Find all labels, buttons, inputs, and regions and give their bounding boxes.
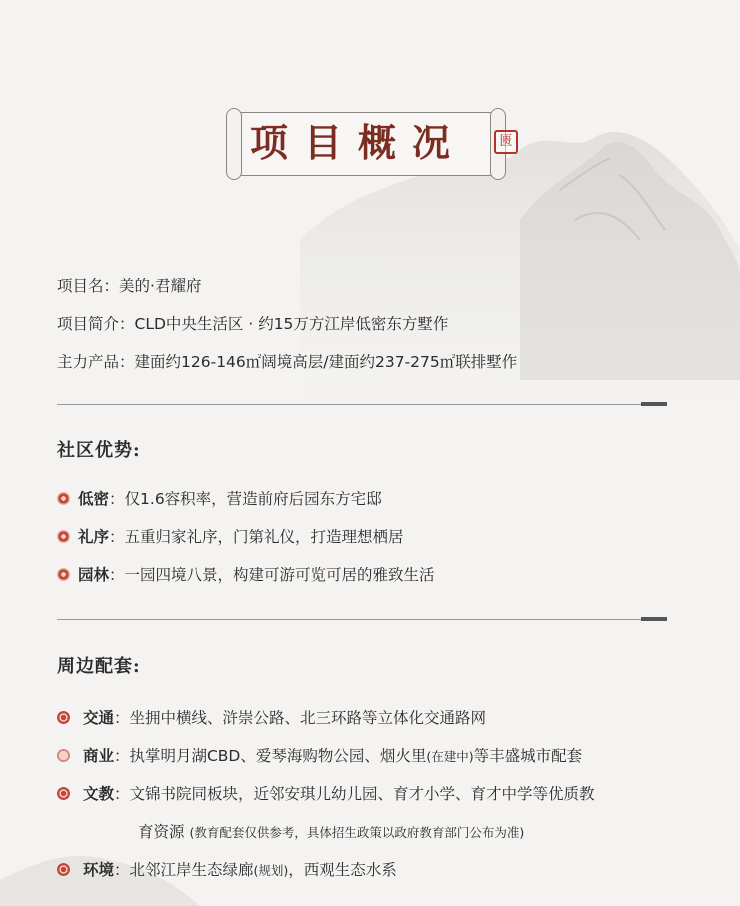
project-name-line	[57, 274, 201, 296]
scroll-roll-left	[226, 108, 242, 180]
flower-bullet-icon	[57, 530, 70, 543]
flower-bullet-icon	[57, 787, 70, 800]
item-label: 交通	[82, 709, 114, 727]
project-intro-label: 项目简介：	[57, 315, 135, 333]
community-heading: 社区优势:	[57, 440, 141, 461]
list-item: 礼序：五重归家礼序，门第礼仪，打造理想栖居	[57, 525, 404, 547]
list-item-environment: 环境：北邻江岸生态绿廊(规划)，西观生态水系	[57, 858, 397, 880]
item-label: 低密	[78, 490, 110, 508]
item-text: 执掌明月湖CBD、爱琴海购物公园、烟火里	[129, 747, 427, 765]
item-label: 礼序	[78, 528, 110, 546]
item-note: (在建中)	[426, 749, 474, 764]
item-text: 一园四境八景，构建可游可览可居的雅致生活	[124, 566, 435, 584]
item-text: 文锦书院同板块，近邻安琪儿幼儿园、育才小学、育才中学等优质教	[129, 785, 595, 803]
item-text: 仅1.6容积率，营造前府后园东方宅邸	[124, 490, 382, 508]
item-label: 商业	[82, 747, 114, 765]
divider-1	[57, 404, 667, 405]
project-product-label: 主力产品：	[57, 353, 135, 371]
project-name-label: 项目名：	[57, 277, 120, 295]
list-item-commerce: 商业：执掌明月湖CBD、爱琴海购物公园、烟火里(在建中)等丰盛城市配套	[57, 744, 582, 766]
list-item-traffic: 交通：坐拥中横线、浒崇公路、北三环路等立体化交通路网	[57, 706, 486, 728]
item-label: 园林	[78, 566, 110, 584]
list-item: 园林：一园四境八景，构建可游可览可居的雅致生活	[57, 563, 435, 585]
item-note: (规划)	[253, 863, 289, 878]
project-product-line	[57, 350, 517, 372]
item-text-2: 等丰盛城市配套	[473, 747, 583, 765]
page-title: 项目概况	[250, 120, 467, 165]
title-scroll	[226, 108, 506, 178]
item-text-2: ，西观生态水系	[288, 861, 397, 879]
item-text: 坐拥中横线、浒崇公路、北三环路等立体化交通路网	[129, 709, 486, 727]
flower-bullet-icon	[57, 568, 70, 581]
project-intro-line	[57, 312, 448, 334]
flower-bullet-icon	[57, 492, 70, 505]
item-text: 北邻江岸生态绿廊	[129, 861, 254, 879]
project-name-value: 美的·君耀府	[119, 277, 202, 295]
list-item-education: 文教：文锦书院同板块，近邻安琪儿幼儿园、育才小学、育才中学等优质教	[57, 782, 594, 804]
flower-bullet-icon	[57, 711, 70, 724]
list-item: 低密：仅1.6容积率，营造前府后园东方宅邸	[57, 487, 382, 509]
project-intro-value: CLD中央生活区 · 约15万方江岸低密东方墅作	[134, 315, 449, 333]
item-label: 文教	[82, 785, 114, 803]
surroundings-heading: 周边配套:	[57, 656, 141, 677]
item-text: 五重归家礼序，门第礼仪，打造理想栖居	[124, 528, 404, 546]
list-item-education-cont	[138, 820, 524, 842]
flower-bullet-icon	[57, 749, 70, 762]
flower-bullet-icon	[57, 863, 70, 876]
item-text-cont: 育资源	[138, 823, 185, 841]
divider-2	[57, 619, 667, 620]
red-seal-stamp: 匮	[494, 130, 518, 154]
item-label: 环境	[82, 861, 114, 879]
item-note: (教育配套仅供参考，具体招生政策以政府教育部门公布为准)	[189, 825, 525, 840]
project-product-value: 建面约126-146㎡阔境高层/建面约237-275㎡联排墅作	[134, 353, 518, 371]
